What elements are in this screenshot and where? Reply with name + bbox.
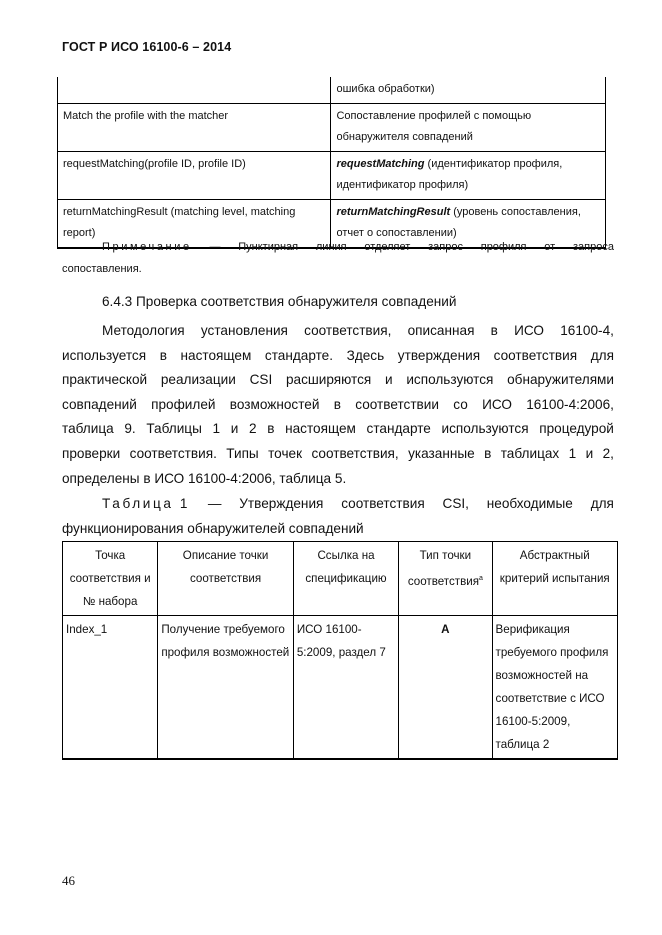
word: соответствия, bbox=[311, 445, 399, 461]
table-row bbox=[63, 616, 618, 760]
description-cell: Получение требуемого профиля возможностей bbox=[158, 616, 293, 760]
word: 9. bbox=[124, 421, 136, 437]
table-edge-mark bbox=[57, 228, 58, 234]
word: таблица bbox=[62, 421, 114, 437]
word: используются bbox=[406, 372, 494, 388]
note-word: отделяет bbox=[364, 241, 411, 253]
page-number: 46 bbox=[62, 873, 75, 888]
note-word: запроса bbox=[572, 241, 614, 253]
word: процедурой bbox=[539, 421, 614, 437]
table-row bbox=[58, 77, 606, 104]
word: профилей bbox=[151, 396, 216, 412]
table-cell-left bbox=[58, 77, 331, 104]
word: в bbox=[267, 421, 275, 437]
table-header-row bbox=[63, 542, 618, 616]
word: соответствия, bbox=[304, 323, 392, 338]
note-line bbox=[62, 236, 614, 258]
document-header: ГОСТ Р ИСО 16100-6 – 2014 bbox=[62, 40, 232, 54]
note-word: от bbox=[544, 241, 556, 253]
note-line: сопоставления. bbox=[62, 263, 142, 275]
footnote-mark: а bbox=[478, 575, 483, 582]
word: 16100-4, bbox=[560, 323, 614, 338]
word: утверждения bbox=[397, 347, 481, 363]
word: ИСО bbox=[482, 396, 512, 412]
cell-text: ошибка обработки) bbox=[336, 83, 435, 95]
word: в bbox=[333, 396, 341, 412]
paragraph-line bbox=[62, 442, 614, 467]
note-word: запрос bbox=[428, 241, 463, 253]
table-cell-right bbox=[331, 77, 606, 104]
paragraph-line bbox=[62, 368, 614, 393]
word: соответствия bbox=[493, 347, 578, 363]
paragraph-line bbox=[62, 393, 614, 418]
word: в bbox=[484, 445, 492, 461]
cell-text: Сопоставление профилей с помощью обнаружителя совпадений bbox=[336, 110, 532, 143]
note-dash: — bbox=[209, 241, 221, 253]
word: CSI bbox=[249, 372, 273, 388]
column-header: Точка соответствия и № набора bbox=[63, 542, 158, 616]
word: и bbox=[230, 421, 239, 437]
word: расширяются bbox=[285, 372, 372, 388]
paragraph-line bbox=[62, 467, 614, 492]
operation-name: returnMatchingResult bbox=[336, 206, 451, 218]
conformance-point-cell: Index_1 bbox=[63, 616, 158, 760]
type-cell: А bbox=[399, 616, 492, 760]
word: стандарте. bbox=[264, 347, 334, 363]
word: соответствии bbox=[355, 396, 439, 412]
word: настоящем bbox=[180, 347, 252, 363]
paragraph-line bbox=[62, 417, 614, 442]
word: 1 bbox=[212, 421, 221, 437]
word: используются bbox=[441, 421, 529, 437]
word: стандарте bbox=[366, 421, 431, 437]
note-word: Пунктирная bbox=[238, 241, 299, 253]
word: проверки bbox=[62, 445, 121, 461]
caption-label: Таблица 1 bbox=[102, 496, 191, 511]
word: в bbox=[159, 347, 167, 363]
word: Типы bbox=[226, 445, 259, 461]
column-header: Абстрактный критерий испытания bbox=[492, 542, 617, 616]
caption-line: функционирования обнаружителей совпадений bbox=[62, 520, 364, 536]
table-cell-left: returnMatchingResult (matching level, matching report) bbox=[58, 200, 331, 249]
sequence-table bbox=[57, 77, 606, 249]
word: Методология bbox=[102, 323, 185, 338]
word: и bbox=[585, 445, 594, 461]
word: таблицах bbox=[500, 445, 560, 461]
word: указанные bbox=[408, 445, 475, 461]
table-cell-left: Match the profile with the matcher bbox=[58, 104, 331, 152]
word: и bbox=[385, 372, 393, 388]
word: 2, bbox=[602, 445, 614, 461]
table-caption bbox=[62, 492, 614, 541]
note-word: профиля bbox=[480, 241, 527, 253]
word: для bbox=[590, 347, 614, 363]
column-header: Ссылка на спецификацию bbox=[293, 542, 398, 616]
column-header bbox=[399, 542, 492, 616]
word: обнаружителями bbox=[507, 372, 614, 388]
word: 16100-4:2006, bbox=[526, 396, 614, 412]
table-cell-right bbox=[331, 104, 606, 152]
operation-name: requestMatching bbox=[336, 158, 425, 170]
word: 2 bbox=[248, 421, 257, 437]
caption-word: CSI, bbox=[442, 496, 469, 511]
caption-word: соответствия bbox=[341, 496, 425, 511]
section-heading: 6.4.3 Проверка соответствия обнаружителя совпадений bbox=[102, 294, 457, 309]
word: Здесь bbox=[346, 347, 385, 363]
word: используется bbox=[62, 347, 147, 363]
table-row bbox=[58, 152, 606, 200]
word: точек bbox=[268, 445, 303, 461]
word: в bbox=[490, 323, 498, 338]
word: со bbox=[453, 396, 468, 412]
word: Таблицы bbox=[146, 421, 202, 437]
conformance-table bbox=[62, 541, 618, 760]
word: практической bbox=[62, 372, 148, 388]
cell-text: (уровень сопоставления, отчет о сопоставлении) bbox=[336, 206, 581, 239]
caption-word: необходимые bbox=[486, 496, 573, 511]
caption-word: для bbox=[590, 496, 614, 511]
word: возможностей bbox=[229, 396, 320, 412]
caption-word: Утверждения bbox=[239, 496, 324, 511]
paragraph-line bbox=[62, 344, 614, 369]
body-paragraph bbox=[62, 319, 614, 491]
caption-line bbox=[62, 492, 614, 517]
header-text: Тип точки соответствия bbox=[407, 549, 479, 588]
word: определены в ИСО 16100-4:2006, таблица 5. bbox=[62, 470, 347, 486]
cell-text: (идентификатор профиля, идентификатор профиля) bbox=[336, 158, 563, 191]
table-cell-right bbox=[331, 152, 606, 200]
table-row bbox=[58, 104, 606, 152]
word: установления bbox=[200, 323, 288, 338]
word: соответствия. bbox=[129, 445, 217, 461]
paragraph-line bbox=[62, 319, 614, 344]
column-header: Описание точки соответствия bbox=[158, 542, 293, 616]
criterion-cell: Верификация требуемого профиля возможностей на соответствие с ИСО 16100-5:2009, таблица 2 bbox=[492, 616, 617, 760]
note bbox=[62, 236, 614, 280]
note-label: Примечание bbox=[102, 241, 192, 253]
word: ИСО bbox=[514, 323, 545, 338]
word: настоящем bbox=[285, 421, 356, 437]
word: совпадений bbox=[62, 396, 137, 412]
reference-cell: ИСО 16100-5:2009, раздел 7 bbox=[293, 616, 398, 760]
caption-word: — bbox=[207, 496, 222, 511]
table-cell-left: requestMatching(profile ID, profile ID) bbox=[58, 152, 331, 200]
note-word: линия bbox=[315, 241, 347, 253]
word: описанная bbox=[407, 323, 475, 338]
word: реализации bbox=[160, 372, 236, 388]
word: 1 bbox=[568, 445, 577, 461]
